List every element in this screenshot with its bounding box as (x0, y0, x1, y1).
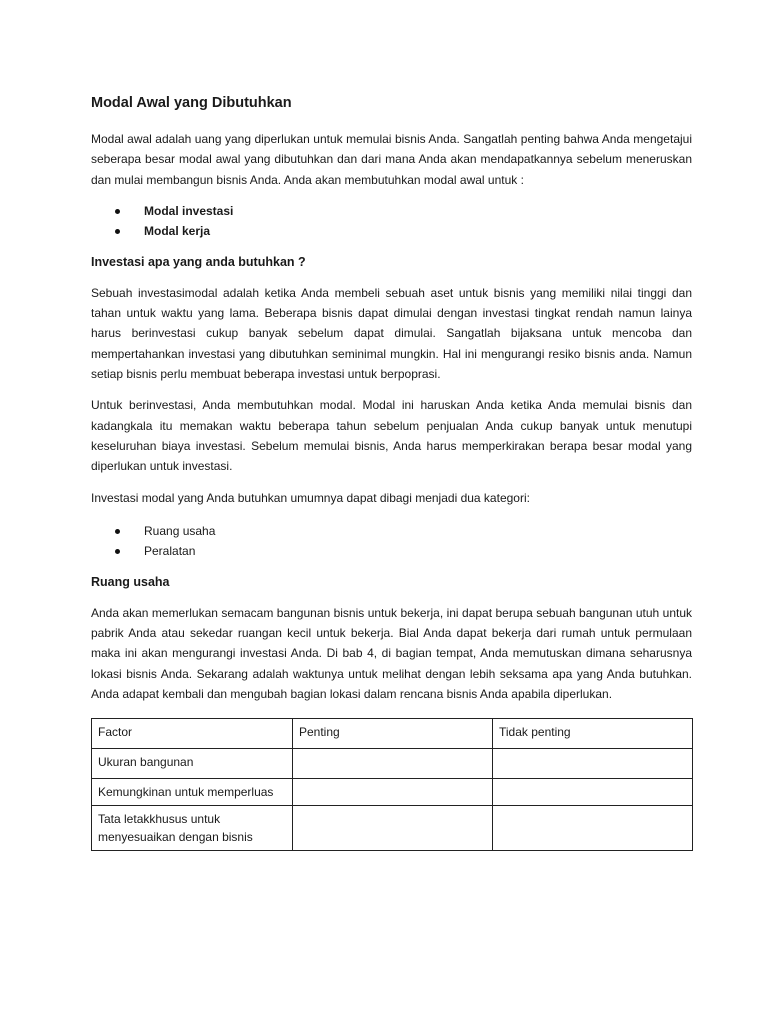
paragraph-investasi-3: Investasi modal yang Anda butuhkan umumnya dapat dibagi menjadi dua kategori: (91, 490, 530, 505)
table-cell (293, 779, 493, 806)
section-heading-ruang-usaha: Ruang usaha (91, 574, 170, 589)
table-cell (293, 806, 493, 851)
table-header-row (92, 719, 693, 749)
table-cell: Tata letakkhusus untuk menyesuaikan dengan bisnis (92, 806, 293, 851)
list-item: Modal kerja (91, 221, 692, 242)
bullet-icon (115, 229, 120, 234)
table-cell (493, 749, 693, 779)
table-header-cell: Factor (92, 719, 293, 749)
page-title: Modal Awal yang Dibutuhkan (91, 95, 292, 111)
table-row (92, 779, 693, 806)
bullet-icon (115, 209, 120, 214)
list-item: Modal investasi (91, 201, 692, 222)
list-item: Ruang usaha (91, 521, 692, 542)
table-cell (493, 779, 693, 806)
table-row (92, 806, 693, 851)
table-header-cell: Tidak penting (493, 719, 693, 749)
table-cell: Kemungkinan untuk memperluas (92, 779, 293, 806)
bullet-icon (115, 549, 120, 554)
paragraph-investasi-2: Untuk berinvestasi, Anda membutuhkan modal. Modal ini haruskan Anda ketika Anda memulai bisnis dan kadangkala itu memakan waktu beberapa tahun sebelum penjualan Anda cukup banyak untuk menutupi keseluruhan biaya investasi. Sebelum memulai bisnis, Anda harus memperkirakan berapa besar modal yang diperlukan untuk investasi. (91, 398, 692, 474)
list-item: Peralatan (91, 541, 692, 562)
paragraph-ruang-usaha: Anda akan memerlukan semacam bangunan bisnis untuk bekerja, ini dapat berupa sebuah bangunan utuh untuk pabrik Anda atau sekedar ruangan kecil untuk bekerja. Bial Anda dapat bekerja dari rumah untuk permulaan maka ini akan mengurangi investasi Anda. Di bab 4, di bagian tempat, Anda memutuskan dimana seharusnya lokasi bisnis Anda. Sekarang adalah waktunya untuk melihat dengan lebih seksama apa yang Anda butuhkan. Anda adapat kembali dan mengubah bagian lokasi dalam rencana bisnis Anda apabila diperlukan. (91, 605, 692, 702)
capital-list (91, 201, 692, 242)
intro-paragraph: Modal awal adalah uang yang diperlukan untuk memulai bisnis Anda. Sangatlah penting bahwa Anda mengetajui seberapa besar modal awal yang dibutuhkan dan dari mana Anda akan mendapatkannya sebelum meneruskan dan mulai membangun bisnis Anda. Anda akan membutuhkan modal awal untuk : (91, 132, 692, 187)
factor-table (91, 718, 693, 851)
table-cell (493, 806, 693, 851)
paragraph-investasi-1: Sebuah investasimodal adalah ketika Anda membeli sebuah aset untuk bisnis yang memiliki nilai tinggi dan tahan untuk waktu yang lama. Beberapa bisnis dapat dimulai dengan investasi tingkat rendah namun lainya harus berinvestasi cukup banyak sebelum dapat dimulai. Sangatlah bijaksana untuk mencoba dan mempertahankan investasi yang dibutuhkan seminimal mungkin. Hal ini mengurangi resiko bisnis anda. Namun setiap bisnis perlu membuat beberapa investasi untuk berpoprasi. (91, 285, 692, 382)
table-row (92, 749, 693, 779)
table-cell: Ukuran bangunan (92, 749, 293, 779)
bullet-icon (115, 529, 120, 534)
table-cell (293, 749, 493, 779)
section-heading-investasi: Investasi apa yang anda butuhkan ? (91, 254, 306, 269)
category-list (91, 521, 692, 562)
table-header-cell: Penting (293, 719, 493, 749)
